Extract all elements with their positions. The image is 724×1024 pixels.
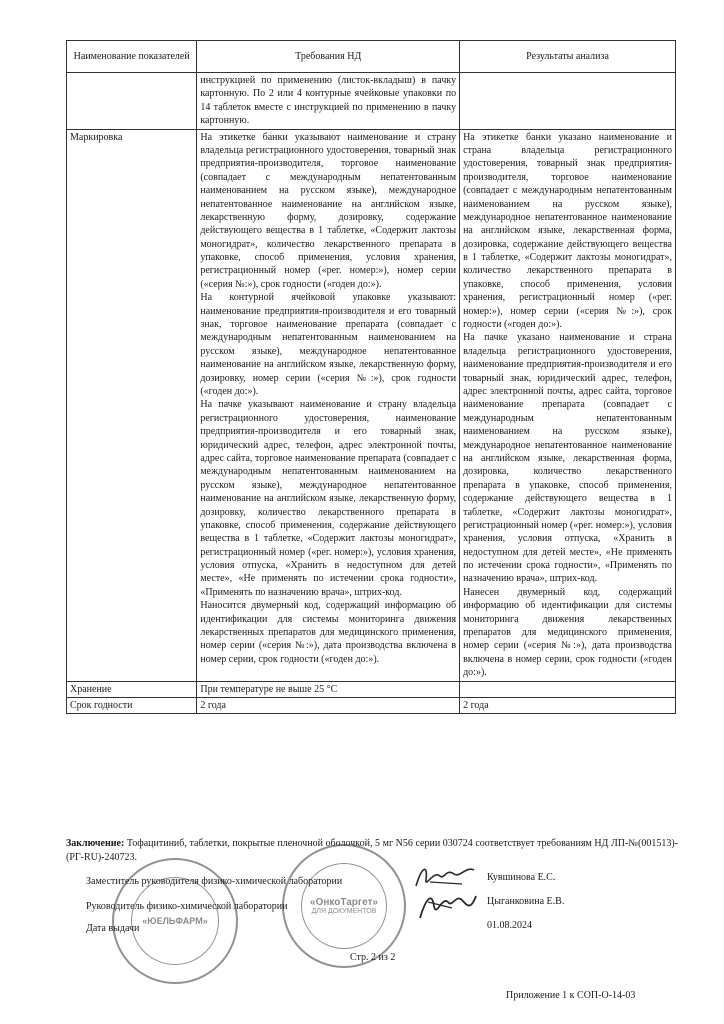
marking-results: [460, 129, 676, 681]
shelf-life-result: 2 года: [460, 697, 676, 713]
marking-requirements: [197, 129, 460, 681]
stamp-left-text: «ЮЕЛЬФАРМ»: [142, 916, 208, 926]
date-label: Дата выдачи: [86, 923, 140, 934]
page-number: Стр. 2 из 2: [350, 952, 396, 963]
header-requirements: Требования НД: [197, 41, 460, 73]
header-indicator: Наименование показателей: [67, 41, 197, 73]
table-row-marking: [67, 129, 676, 681]
signature-head: [412, 888, 482, 924]
deputy-name: Кувшинова Е.С.: [487, 872, 556, 883]
marking-req-pack: На пачке указывают наименование и страну владельца регистрационного удостоверения, наименование предприятия-производителя и его товарный знак, юридический адрес, телефон, адрес электронной почты, адрес сайта, торговое наименование препарата (совпадает с международным непатентованным наименованием на русском языке), международное непатентованное наименование на английском языке, лекарственную форму, дозировку, количество лекарственного препарата в упаковке, способ применения, содержание действующего вещества в 1 таблетке, «Содержит лактозы моногидрат», регистрационный номер («рег. номер:»), условия хранения, условия отпуска, «Хранить в недоступном для детей месте», «Не применять по истечении срока годности», «Применять по назначению врача», штрих-код.: [200, 399, 457, 598]
marking-req-label: На этикетке банки указывают наименование и страну владельца регистрационного удостоверения, товарный знак предприятия-производителя, торговое наименование (совпадает с международным непатентованным наименованием на русском языке), международное непатентованное наименование на английском языке, лекарственную форму, дозировку, содержание действующего вещества в 1 таблетке, «Содержит лактозы моногидрат», количество лекарственного препарата в упаковке, способ применения, условия хранения, регистрационный номер («рег. номер:»), номер серии («серия №:»), срок годности («годен до:»).: [200, 131, 457, 290]
marking-req-code: Наносится двумерный код, содержащий информацию об идентификации для системы мониторинга движения лекарственных препаратов для медицинского применения, номер серии («серия №:»), дата производства включена в номер серии, срок годности («годен до:»).: [200, 600, 457, 665]
shelf-life-label: Срок годности: [67, 697, 197, 713]
conclusion-text: Тофацитиниб, таблетки, покрытые пленочной оболочкой, 5 мг N56 серии 030724 соответствует требованиям НД ЛП-№(001513)-(РГ-RU)-240723.: [66, 838, 679, 863]
specification-table: [66, 40, 676, 714]
marking-res-pack: На пачке указано наименование и страна владельца регистрационного удостоверения, наименование предприятия-производителя и его товарный знак, юридический адрес, телефон, адрес электронной почты, адрес сайта, торговое наименование препарата (совпадает с международным непатентованным наименованием на русском языке), международное непатентованное наименование на английском языке, лекарственная форма, дозировка, количество лекарственного препарата в упаковке, способ применения, содержание действующего вещества в 1 таблетке, «Содержит лактозы моногидрат», регистрационный номер («рег. номер:»), условия хранения, условия отпуска, «Хранить в недоступном для детей месте», «Не применять по истечении срока годности», «Применять по назначению врача», штрих-код.: [463, 332, 672, 585]
table-header-row: [67, 41, 676, 73]
head-role: Руководитель физико-химической лаборатории: [86, 901, 288, 912]
table-row-shelf-life: [67, 697, 676, 713]
signature-row-head: [86, 901, 287, 912]
storage-result: [460, 681, 676, 697]
marking-res-label: На этикетке банки указано наименование и страна владельца регистрационного удостоверения, товарный знак предприятия-производителя, торговое наименование (совпадает с международным непатентованным наименованием на русском языке), международное непатентованное наименование на английском языке, лекарственная форма, дозировка, содержание действующего вещества в 1 таблетке, «Содержит лактозы моногидрат», количество лекарственного препарата в упаковке, способ применения, условия хранения, регистрационный номер («рег. номер:»), номер серии («серия №:»), срок годности («годен до:»).: [463, 131, 672, 331]
date-value: 01.08.2024: [487, 920, 532, 931]
company-seal-right: [282, 844, 406, 968]
storage-requirement: При температуре не выше 25 °C: [197, 681, 460, 697]
head-name: Цыганковина Е.В.: [487, 896, 565, 907]
continuation-text: инструкцией по применению (листок-вкладыш) в пачку картонную. По 2 или 4 контурные ячейковые упаковки по 14 таблеток вместе с инструкцией по применению в пачку картонную.: [197, 73, 460, 130]
deputy-role: Заместитель руководителя физико-химической лаборатории: [86, 876, 343, 887]
table-row-storage: [67, 681, 676, 697]
table-row-continuation: [67, 73, 676, 130]
marking-label: Маркировка: [67, 129, 197, 681]
stamp-right-text: «ОнкоТаргет»: [310, 897, 378, 908]
conclusion-label: Заключение:: [66, 838, 125, 849]
appendix-note: Приложение 1 к СОП-О-14-03: [506, 990, 636, 1001]
shelf-life-requirement: 2 года: [197, 697, 460, 713]
marking-req-blister: На контурной ячейковой упаковке указывают: наименование предприятия-производителя и его товарный знак, торговое наименование препарата (совпадает с международным непатентованным наименованием на русском языке), международное непатентованное наименование на английском языке, лекарственную форму, дозировку, номер серии («серия №:»), срок годности («годен до:»).: [200, 292, 457, 397]
storage-label: Хранение: [67, 681, 197, 697]
stamp-right-caption: ДЛЯ ДОКУМЕНТОВ: [311, 908, 377, 915]
signature-row-deputy: [86, 876, 342, 887]
header-results: Результаты анализа: [460, 41, 676, 73]
marking-res-code: Нанесен двумерный код, содержащий информацию об идентификации для системы мониторинга движения лекарственных препаратов для медицинского применения, номер серии («серия №:»), дата производства включена в номер серии, срок годности («годен до:»).: [463, 586, 672, 679]
